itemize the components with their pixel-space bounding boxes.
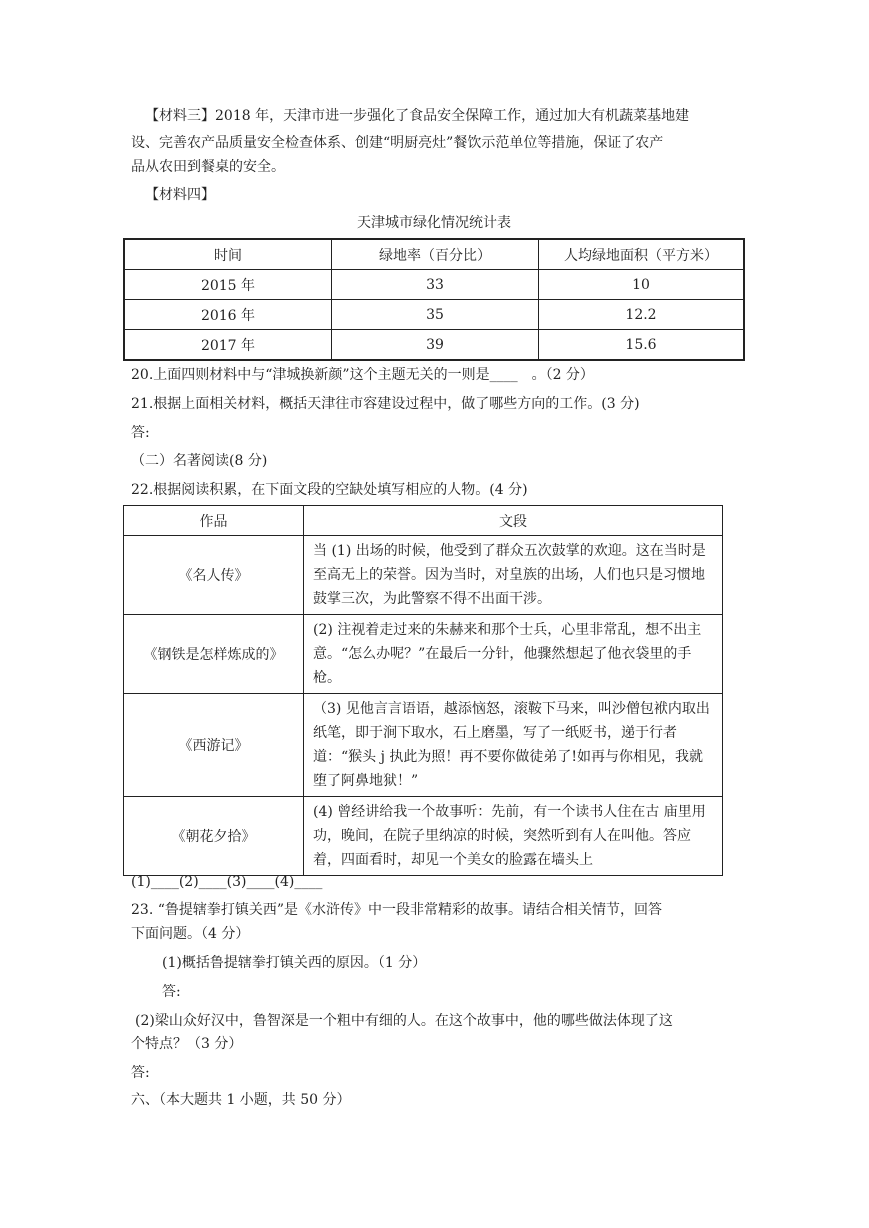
table-row xyxy=(124,536,723,615)
table-row xyxy=(124,797,723,876)
table-row xyxy=(124,615,723,694)
sub-question-2-line1: (2)梁山众好汉中，鲁智深是一个粗中有细的人。在这个故事中，他的哪些做法体现了这 xyxy=(135,1013,673,1029)
cell-year: 2016 年 xyxy=(124,300,332,330)
cell-rate: 39 xyxy=(332,330,539,361)
table-header-row xyxy=(124,506,723,536)
table-row xyxy=(124,694,723,797)
header-work: 作品 xyxy=(124,506,304,536)
table-title: 天津城市绿化情况统计表 xyxy=(357,215,511,231)
material3-line2: 设、完善农产品质量安全检查体系、创建“明厨亮灶”餐饮示范单位等措施，保证了农产 xyxy=(131,135,664,151)
question-20: 20.上面四则材料中与“津城换新颜”这个主题无关的一则是____ 。（2 分） xyxy=(131,367,594,383)
cell-area: 12.2 xyxy=(539,300,745,330)
header-passage: 文段 xyxy=(304,506,723,536)
work-title: 《西游记》 xyxy=(124,694,304,797)
work-title: 《朝花夕拾》 xyxy=(124,797,304,876)
header-green-area: 人均绿地面积（平方米） xyxy=(539,239,745,270)
question-23-line1: 23. “鲁提辖拳打镇关西”是《水浒传》中一段非常精彩的故事。请结合相关情节，回答 xyxy=(131,902,663,918)
question-23-line2: 下面问题。（4 分） xyxy=(131,926,250,942)
answer-label: 答: xyxy=(131,1065,150,1081)
cell-year: 2017 年 xyxy=(124,330,332,361)
work-title: 《名人传》 xyxy=(124,536,304,615)
question-21: 21.根据上面相关材料，概括天津往市容建设过程中，做了哪些方向的工作。(3 分) xyxy=(131,396,640,412)
sub-question-1: (1)概括鲁提辖拳打镇关西的原因。（1 分） xyxy=(162,955,427,971)
section-heading: （二）名著阅读(8 分) xyxy=(131,453,268,469)
greening-statistics-table xyxy=(123,238,745,361)
sub-question-2-line2: 个特点？（3 分） xyxy=(131,1036,243,1052)
cell-rate: 33 xyxy=(332,270,539,300)
header-green-rate: 绿地率（百分比） xyxy=(332,239,539,270)
answer-label: 答: xyxy=(131,425,150,441)
reading-table xyxy=(123,505,723,876)
material3-line1: 【材料三】2018 年，天津市进一步强化了食品安全保障工作，通过加大有机蔬菜基地建 xyxy=(145,108,690,124)
material4-label: 【材料四】 xyxy=(145,187,215,203)
table-row xyxy=(124,300,744,330)
answer-blanks: (1)____(2)____(3)____(4)____ xyxy=(131,874,323,890)
passage-text: (4) 曾经讲给我一个故事听：先前，有一个读书人住在古 庙里用功，晚间，在院子里纳凉的时候，突然听到有人在叫他。答应着，四面看时，却见一个美女的脸露在墙头上 xyxy=(304,797,723,876)
section-heading: 六、（本大题共 1 小题，共 50 分） xyxy=(131,1092,351,1108)
table-row xyxy=(124,270,744,300)
passage-text: (2) 注视着走过来的朱赫来和那个士兵，心里非常乱，想不出主意。“怎么办呢？”在最后一分针，他骤然想起了他衣袋里的手枪。 xyxy=(304,615,723,694)
table-header-row xyxy=(124,239,744,270)
material3-line3: 品从农田到餐桌的安全。 xyxy=(131,159,285,175)
cell-area: 15.6 xyxy=(539,330,745,361)
question-22: 22.根据阅读积累，在下面文段的空缺处填写相应的人物。(4 分) xyxy=(131,482,528,498)
passage-text: （3) 见他言言语语，越添恼怒，滚鞍下马来，叫沙僧包袱内取出纸笔，即于涧下取水，石上磨墨，写了一纸贬书，递于行者道：“猴头 j 执此为照！再不要你做徒弟了!如再与你相见，我就堕了阿鼻地狱！” xyxy=(304,694,723,797)
header-time: 时间 xyxy=(124,239,332,270)
table-row xyxy=(124,330,744,361)
cell-year: 2015 年 xyxy=(124,270,332,300)
cell-area: 10 xyxy=(539,270,745,300)
answer-label: 答: xyxy=(162,984,181,1000)
passage-text: 当 (1) 出场的时候，他受到了群众五次鼓掌的欢迎。这在当时是至高无上的荣誉。因为当时，对皇族的出场，人们也只是习惯地鼓掌三次，为此警察不得不出面干涉。 xyxy=(304,536,723,615)
cell-rate: 35 xyxy=(332,300,539,330)
work-title: 《钢铁是怎样炼成的》 xyxy=(124,615,304,694)
